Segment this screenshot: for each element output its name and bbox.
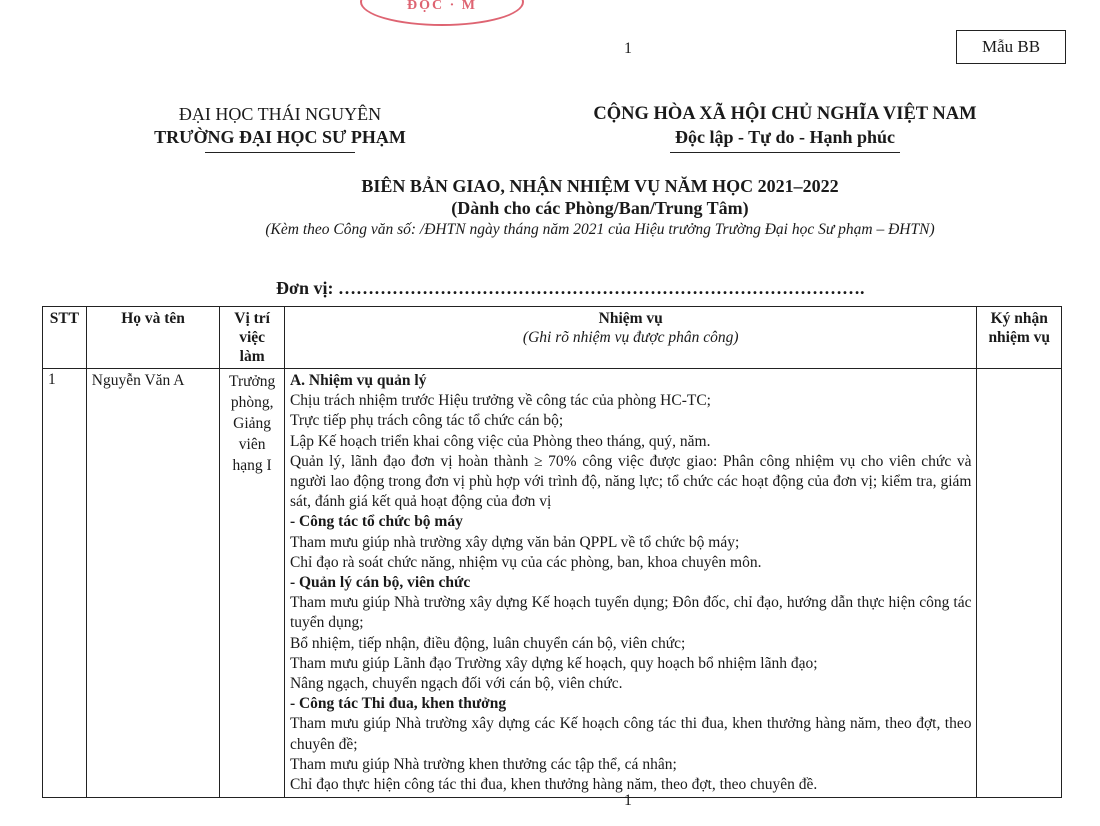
table-header-row: [43, 307, 1062, 369]
header-name-label: Họ và tên: [121, 310, 185, 327]
duty-section-title: - Công tác Thi đua, khen thưởng: [289, 695, 507, 713]
document-title: BIÊN BẢN GIAO, NHẬN NHIỆM VỤ NĂM HỌC 2021–2022: [361, 176, 839, 196]
duty-section-title: - Quản lý cán bộ, viên chức: [289, 574, 471, 592]
duty-line: Tham mưu giúp Nhà trường xây dựng các Kế hoạch công tác thi đua, khen thưởng hàng năm, theo đợt, theo chuyên đề;: [289, 715, 972, 753]
duty-line: Tham mưu giúp nhà trường xây dựng văn bản QPPL về tổ chức bộ máy;: [289, 533, 740, 551]
duty-line: Bổ nhiệm, tiếp nhận, điều động, luân chuyển cán bộ, viên chức;: [289, 634, 686, 652]
cell-name: Nguyễn Văn A: [86, 369, 220, 798]
cell-sign: [977, 369, 1062, 798]
duty-line: Trực tiếp phụ trách công tác tổ chức cán bộ;: [289, 412, 564, 430]
header-position: [220, 307, 285, 369]
header-duty: [284, 307, 977, 369]
duty-section-title: - Công tác tổ chức bộ máy: [289, 513, 463, 531]
header-left: [110, 104, 450, 153]
header-name: [86, 307, 220, 369]
country-motto: Độc lập - Tự do - Hạnh phúc: [674, 127, 896, 147]
header-duty-sub: (Ghi rõ nhiệm vụ được phân công): [522, 329, 739, 346]
header-position-line1: Vị trí: [234, 310, 270, 327]
duty-line: Lập Kế hoạch triển khai công việc của Phòng theo tháng, quý, năm.: [289, 432, 711, 450]
duty-line: Chỉ đạo thực hiện công tác thi đua, khen thưởng hàng năm, theo đợt, theo chuyên đề.: [289, 776, 818, 794]
duty-line: Tham mưu giúp Nhà trường xây dựng Kế hoạch tuyển dụng; Đôn đốc, chỉ đạo, hướng dẫn thực hiện công tác tuyển dụng;: [289, 594, 972, 632]
duty-line: Chịu trách nhiệm trước Hiệu trưởng về công tác của phòng HC-TC;: [289, 392, 711, 410]
duty-line: Quản lý, lãnh đạo đơn vị hoàn thành ≥ 70% công việc được giao: Phân công nhiệm vụ cho viên chức và người lao động trong đơn vị phù hợp với trình độ, năng lực; tổ chức các hoạt động của đơn vị; kiểm tra, giám sát, đánh giá kết quả hoạt động của đơn vị: [289, 452, 972, 511]
form-code: Mẫu BB: [981, 37, 1041, 56]
form-code-box: [956, 30, 1066, 64]
duty-line: Tham mưu giúp Lãnh đạo Trường xây dựng kế hoạch, quy hoạch bổ nhiệm lãnh đạo;: [289, 654, 818, 672]
duty-line: Chỉ đạo rà soát chức năng, nhiệm vụ của các phòng, ban, khoa chuyên môn.: [289, 553, 762, 571]
header-stt-label: STT: [49, 310, 80, 327]
document-title-block: [170, 176, 1030, 239]
duty-table: [42, 306, 1062, 798]
cell-duties: [284, 369, 977, 798]
header-right: [540, 104, 1030, 153]
duty-section-title: A. Nhiệm vụ quản lý: [289, 372, 427, 389]
cell-stt: 1: [43, 369, 87, 798]
country-name: CỘNG HÒA XÃ HỘI CHỦ NGHĨA VIỆT NAM: [593, 104, 977, 124]
document-reference: (Kèm theo Công văn số: /ĐHTN ngày tháng năm 2021 của Hiệu trưởng Trường Đại học Sư phạm – ĐHTN): [265, 221, 935, 238]
table-row: [43, 369, 1062, 798]
page-number-bottom: 1: [624, 792, 632, 809]
header-sign: [977, 307, 1062, 369]
unit-line: Đơn vị: …………………………………………………………………………….: [276, 278, 865, 298]
header-sign-line1: Ký nhận: [990, 310, 1048, 327]
duty-line: Nâng ngạch, chuyển ngạch đối với cán bộ, viên chức.: [289, 675, 623, 693]
header-left-rule: [205, 152, 355, 153]
header-sign-line2: nhiệm vụ: [988, 329, 1051, 346]
header-duty-label: Nhiệm vụ: [598, 310, 663, 327]
school-name: TRƯỜNG ĐẠI HỌC SƯ PHẠM: [154, 127, 406, 147]
university-name: ĐẠI HỌC THÁI NGUYÊN: [178, 104, 382, 124]
header-stt: [43, 307, 87, 369]
cell-position: Trưởng phòng, Giảng viên hạng I: [220, 369, 285, 798]
header-position-line2: việc làm: [239, 329, 266, 365]
page-number-top: 1: [624, 40, 632, 57]
document-subtitle: (Dành cho các Phòng/Ban/Trung Tâm): [451, 198, 749, 218]
header-right-rule: [670, 152, 900, 153]
red-stamp: ĐỌC · M: [360, 0, 524, 26]
duty-line: Tham mưu giúp Nhà trường khen thưởng các tập thể, cá nhân;: [289, 755, 677, 773]
